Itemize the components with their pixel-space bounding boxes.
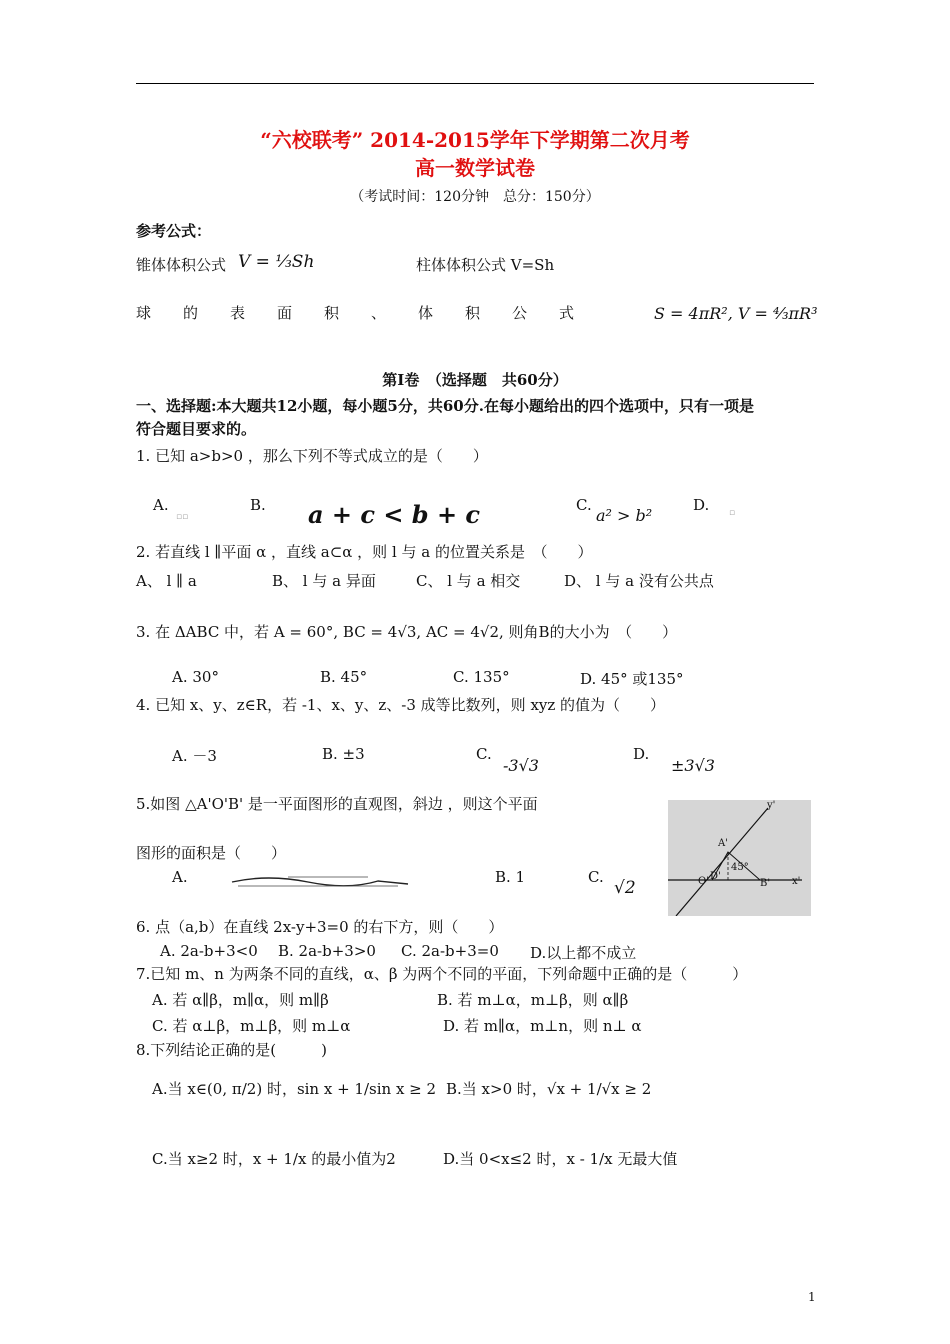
q3-option-c: C. 135° <box>453 668 510 686</box>
q5-figure <box>668 800 811 916</box>
q4-option-c: C. <box>476 745 492 763</box>
q6-option-a: A. 2a-b+3<0 <box>160 942 258 960</box>
prism-formula-label: 柱体体积公式 V=Sh <box>416 256 555 274</box>
q1-option-d-formula-faint: ▫ <box>729 508 736 518</box>
q2-option-d: D、 l 与 a 没有公共点 <box>564 572 714 590</box>
sphere-formula: S = 4πR², V = ⁴⁄₃πR³ <box>654 304 818 323</box>
q4-option-b: B. ±3 <box>322 745 365 763</box>
section1-instruction: 一、选择题:本大题共12小题，每小题5分，共60分.在每小题给出的四个选项中，只有一项是 <box>136 397 754 415</box>
q8-stem: 8.下列结论正确的是( ) <box>136 1041 328 1059</box>
q8-option-d: D.当 0<x≤2 时，x - 1/x 无最大值 <box>443 1150 678 1168</box>
cone-formula: V = ⅓Sh <box>238 252 315 272</box>
q5-option-a-formula-scribble <box>228 872 410 892</box>
q3-stem: 3. 在 ΔABC 中，若 A = 60°, BC = 4√3, AC = 4√2, 则角B的大小为 （ ） <box>136 623 678 641</box>
q6-option-b: B. 2a-b+3>0 <box>278 942 376 960</box>
q7-stem: 7.已知 m、n 为两条不同的直线，α、β 为两个不同的平面，下列命题中正确的是（ ） <box>136 965 748 983</box>
q7-option-b: B. 若 m⊥α，m⊥β，则 α∥β <box>437 991 629 1009</box>
q6-option-c: C. 2a-b+3=0 <box>401 942 499 960</box>
page-number: 1 <box>808 1290 816 1304</box>
header-rule <box>136 83 814 84</box>
exam-subtitle: 高一数学试卷 <box>415 156 535 180</box>
q5-option-c: C. <box>588 868 604 886</box>
q1-stem: 1. 已知 a>b>0 ，那么下列不等式成立的是（ ） <box>136 447 488 465</box>
q1-option-c: C. <box>576 496 592 514</box>
q1-option-b-formula: a + c < b + c <box>308 500 481 529</box>
q1-option-a: A. <box>153 496 169 514</box>
q4-option-c-formula: -3√3 <box>503 756 539 775</box>
exam-info: （考试时间：120分钟 总分：150分） <box>350 189 600 205</box>
q5-stem: 5.如图 △A'O'B' 是一平面图形的直观图，斜边 ，则这个平面 <box>136 795 538 813</box>
q3-option-d: D. 45° 或135° <box>580 670 684 688</box>
figure-label-d: D' <box>710 871 721 882</box>
q7-option-a: A. 若 α∥β，m∥α，则 m∥β <box>152 991 329 1009</box>
cone-formula-label: 锥体体积公式 <box>136 256 227 274</box>
q4-option-a: A. －3 <box>172 747 217 765</box>
q1-option-b: B. <box>250 496 266 514</box>
q7-option-d: D. 若 m∥α，m⊥n，则 n⊥ α <box>443 1017 642 1035</box>
q2-option-b: B、 l 与 a 异面 <box>272 572 376 590</box>
q6-stem: 6. 点（a,b）在直线 2x-y+3=0 的右下方，则（ ） <box>136 918 504 936</box>
q5-figure-drawing <box>668 800 811 916</box>
q2-option-c: C、 l 与 a 相交 <box>416 572 521 590</box>
figure-label-a: A' <box>718 838 728 849</box>
figure-label-45: 45° <box>731 862 749 873</box>
q8-option-b: B.当 x>0 时，√x + 1/√x ≥ 2 <box>446 1080 652 1098</box>
q5-option-b: B. 1 <box>495 868 526 886</box>
q5-stem-cont: 图形的面积是（ ） <box>136 844 287 862</box>
q8-option-c: C.当 x≥2 时，x + 1/x 的最小值为2 <box>152 1150 396 1168</box>
q3-option-a: A. 30° <box>172 668 219 686</box>
figure-label-o: O' <box>698 876 709 887</box>
q5-option-c-formula: √2 <box>614 878 636 898</box>
q1-option-a-formula-faint: ▫▫ <box>176 512 189 522</box>
q3-option-b: B. 45° <box>320 668 368 686</box>
q2-stem: 2. 若直线 l ∥平面 α ，直线 a⊂α ，则 l 与 a 的位置关系是 （ ） <box>136 543 593 561</box>
exam-title: “六校联考” 2014-2015学年下学期第二次月考 <box>260 128 690 152</box>
q7-option-c: C. 若 α⊥β，m⊥β，则 m⊥α <box>152 1017 351 1035</box>
q1-option-c-formula: a² > b² <box>596 506 653 525</box>
formulas-heading: 参考公式： <box>136 222 212 240</box>
section1-title: 第Ⅰ卷 （选择题 共60分） <box>382 371 568 389</box>
figure-label-b: B' <box>760 878 771 889</box>
q4-option-d: D. <box>633 745 650 763</box>
figure-label-y: y' <box>767 800 776 811</box>
section1-instruction-cont: 符合题目要求的。 <box>136 420 257 438</box>
sphere-formula-label: 球 的 表 面 积 、 体 积 公 式 <box>136 304 575 322</box>
q2-option-a: A、 l ∥ a <box>136 572 197 590</box>
q8-option-a: A.当 x∈(0, π/2) 时，sin x + 1/sin x ≥ 2 <box>152 1080 437 1098</box>
q6-option-d: D.以上都不成立 <box>530 944 637 962</box>
q1-option-d: D. <box>693 496 710 514</box>
q4-option-d-formula: ±3√3 <box>671 756 715 775</box>
q5-option-a: A. <box>172 868 188 886</box>
q4-stem: 4. 已知 x、y、z∈R，若 -1、x、y、z、-3 成等比数列，则 xyz 的值为（ ） <box>136 696 666 714</box>
figure-label-x: x' <box>792 876 801 887</box>
